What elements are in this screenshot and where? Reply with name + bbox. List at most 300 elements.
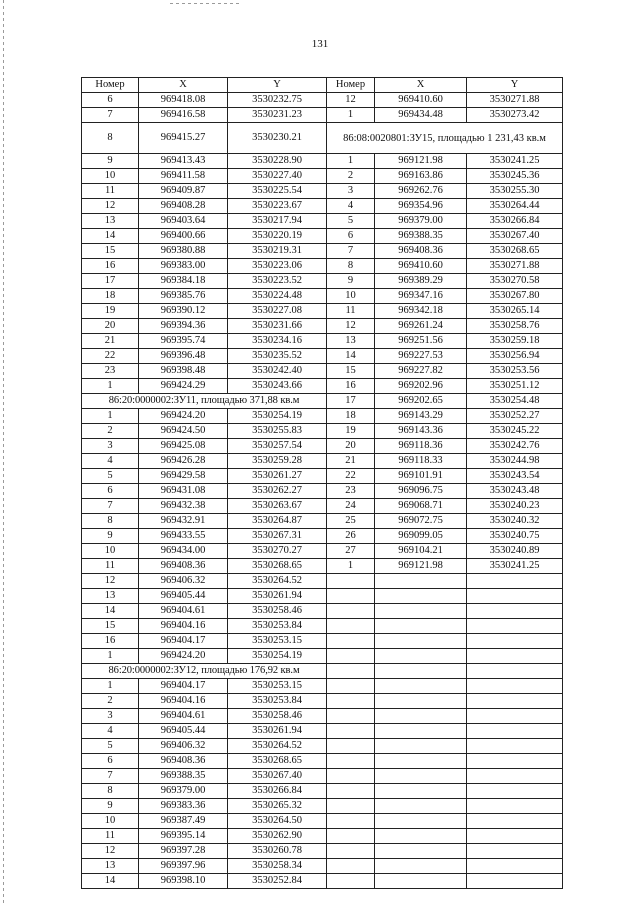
point-number: 12 — [82, 844, 139, 859]
table-row — [82, 499, 563, 514]
coord-x: 969410.60 — [375, 259, 467, 274]
coord-x: 969118.33 — [375, 454, 467, 469]
table-row — [82, 709, 563, 724]
point-number: 3 — [82, 709, 139, 724]
coord-x: 969394.36 — [139, 319, 228, 334]
coord-y: 3530261.27 — [228, 469, 327, 484]
empty-cell — [375, 664, 467, 679]
coord-x: 969408.36 — [139, 754, 228, 769]
coord-x: 969405.44 — [139, 724, 228, 739]
empty-cell — [327, 769, 375, 784]
empty-cell — [327, 724, 375, 739]
coord-y: 3530256.94 — [467, 349, 563, 364]
coord-x: 969398.10 — [139, 874, 228, 889]
coord-x: 969388.35 — [375, 229, 467, 244]
coord-x: 969411.58 — [139, 169, 228, 184]
coord-y: 3530259.18 — [467, 334, 563, 349]
coord-x: 969251.56 — [375, 334, 467, 349]
empty-cell — [467, 709, 563, 724]
point-number: 13 — [82, 589, 139, 604]
empty-cell — [467, 754, 563, 769]
coord-y: 3530223.06 — [228, 259, 327, 274]
point-number: 27 — [327, 544, 375, 559]
coord-y: 3530254.19 — [228, 649, 327, 664]
coord-y: 3530266.84 — [467, 214, 563, 229]
coord-y: 3530242.40 — [228, 364, 327, 379]
point-number: 1 — [327, 154, 375, 169]
coord-x: 969068.71 — [375, 499, 467, 514]
coord-y: 3530252.27 — [467, 409, 563, 424]
table-row — [82, 108, 563, 123]
coord-y: 3530265.14 — [467, 304, 563, 319]
table-row — [82, 679, 563, 694]
coord-x: 969227.82 — [375, 364, 467, 379]
empty-cell — [327, 739, 375, 754]
coord-y: 3530244.98 — [467, 454, 563, 469]
page-number: 131 — [311, 38, 329, 50]
table-row — [82, 259, 563, 274]
empty-cell — [467, 829, 563, 844]
coord-y: 3530264.44 — [467, 199, 563, 214]
empty-cell — [375, 844, 467, 859]
coord-x: 969383.36 — [139, 799, 228, 814]
coord-x: 969163.86 — [375, 169, 467, 184]
empty-cell — [467, 799, 563, 814]
coord-x: 969099.05 — [375, 529, 467, 544]
coord-x: 969104.21 — [375, 544, 467, 559]
coord-y: 3530245.36 — [467, 169, 563, 184]
coord-y: 3530264.52 — [228, 574, 327, 589]
table-row — [82, 289, 563, 304]
empty-cell — [327, 604, 375, 619]
table-row — [82, 724, 563, 739]
coord-x: 969405.44 — [139, 589, 228, 604]
empty-cell — [375, 829, 467, 844]
table-row — [82, 244, 563, 259]
coord-x: 969202.65 — [375, 394, 467, 409]
empty-cell — [327, 784, 375, 799]
coord-x: 969397.96 — [139, 859, 228, 874]
table-row — [82, 829, 563, 844]
coord-y: 3530262.27 — [228, 484, 327, 499]
coord-y: 3530231.23 — [228, 108, 327, 123]
coord-x: 969227.53 — [375, 349, 467, 364]
coordinates-table — [81, 77, 563, 889]
empty-cell — [375, 574, 467, 589]
coord-y: 3530243.66 — [228, 379, 327, 394]
point-number: 1 — [82, 409, 139, 424]
empty-cell — [467, 634, 563, 649]
empty-cell — [467, 724, 563, 739]
coord-y: 3530241.25 — [467, 154, 563, 169]
point-number: 7 — [82, 769, 139, 784]
table-row — [82, 424, 563, 439]
coord-x: 969072.75 — [375, 514, 467, 529]
point-number: 14 — [82, 229, 139, 244]
coord-y: 3530265.32 — [228, 799, 327, 814]
coord-y: 3530270.58 — [467, 274, 563, 289]
point-number: 23 — [327, 484, 375, 499]
empty-cell — [327, 649, 375, 664]
coord-y: 3530261.94 — [228, 589, 327, 604]
point-number: 20 — [327, 439, 375, 454]
empty-cell — [375, 754, 467, 769]
point-number: 10 — [82, 544, 139, 559]
table-row — [82, 649, 563, 664]
table-row — [82, 319, 563, 334]
table-row — [82, 169, 563, 184]
coord-y: 3530225.54 — [228, 184, 327, 199]
table-row — [82, 364, 563, 379]
point-number: 3 — [82, 439, 139, 454]
coord-x: 969379.00 — [139, 784, 228, 799]
empty-cell — [327, 574, 375, 589]
coord-x: 969434.48 — [375, 108, 467, 123]
coord-x: 969404.61 — [139, 604, 228, 619]
coord-x: 969143.36 — [375, 424, 467, 439]
table-row — [82, 619, 563, 634]
coord-y: 3530254.48 — [467, 394, 563, 409]
coord-y: 3530217.94 — [228, 214, 327, 229]
coord-x: 969404.17 — [139, 634, 228, 649]
table-row — [82, 349, 563, 364]
empty-cell — [375, 784, 467, 799]
coord-y: 3530220.19 — [228, 229, 327, 244]
empty-cell — [375, 874, 467, 889]
section-heading: 86:20:0000002:ЗУ11, площадью 371,88 кв.м — [82, 394, 327, 409]
table-row — [82, 184, 563, 199]
coord-y: 3530268.65 — [467, 244, 563, 259]
coord-x: 969379.00 — [375, 214, 467, 229]
coord-y: 3530240.23 — [467, 499, 563, 514]
scan-edge-top — [170, 3, 240, 4]
coord-y: 3530259.28 — [228, 454, 327, 469]
empty-cell — [467, 844, 563, 859]
empty-cell — [327, 874, 375, 889]
point-number: 24 — [327, 499, 375, 514]
point-number: 26 — [327, 529, 375, 544]
coord-y: 3530267.40 — [467, 229, 563, 244]
table-row — [82, 799, 563, 814]
coord-x: 969424.50 — [139, 424, 228, 439]
table-row — [82, 769, 563, 784]
coord-y: 3530243.54 — [467, 469, 563, 484]
table-row — [82, 199, 563, 214]
empty-cell — [327, 709, 375, 724]
point-number: 7 — [327, 244, 375, 259]
empty-cell — [467, 604, 563, 619]
right-header-y: Y — [467, 78, 563, 93]
left-header-x: X — [139, 78, 228, 93]
coord-y: 3530267.31 — [228, 529, 327, 544]
table-row — [82, 454, 563, 469]
point-number: 2 — [82, 424, 139, 439]
coord-y: 3530227.08 — [228, 304, 327, 319]
point-number: 9 — [82, 799, 139, 814]
coord-x: 969096.75 — [375, 484, 467, 499]
coord-y: 3530252.84 — [228, 874, 327, 889]
table-row — [82, 529, 563, 544]
coord-y: 3530240.32 — [467, 514, 563, 529]
empty-cell — [327, 829, 375, 844]
coord-y: 3530253.15 — [228, 679, 327, 694]
point-number: 6 — [82, 93, 139, 108]
coord-x: 969347.16 — [375, 289, 467, 304]
coord-y: 3530258.76 — [467, 319, 563, 334]
table-row — [82, 544, 563, 559]
empty-cell — [375, 679, 467, 694]
table-row — [82, 409, 563, 424]
point-number: 8 — [82, 123, 139, 154]
coord-x: 969388.35 — [139, 769, 228, 784]
coord-x: 969408.36 — [375, 244, 467, 259]
point-number: 10 — [82, 814, 139, 829]
empty-cell — [467, 769, 563, 784]
coord-y: 3530245.22 — [467, 424, 563, 439]
point-number: 9 — [82, 154, 139, 169]
coord-x: 969434.00 — [139, 544, 228, 559]
coord-x: 969404.61 — [139, 709, 228, 724]
point-number: 10 — [82, 169, 139, 184]
coord-x: 969410.60 — [375, 93, 467, 108]
empty-cell — [327, 859, 375, 874]
coord-y: 3530254.19 — [228, 409, 327, 424]
coord-x: 969390.12 — [139, 304, 228, 319]
point-number: 11 — [82, 559, 139, 574]
coord-x: 969404.16 — [139, 619, 228, 634]
coord-x: 969400.66 — [139, 229, 228, 244]
table-row — [82, 784, 563, 799]
coord-x: 969262.76 — [375, 184, 467, 199]
point-number: 6 — [327, 229, 375, 244]
coord-y: 3530258.46 — [228, 709, 327, 724]
point-number: 2 — [327, 169, 375, 184]
empty-cell — [327, 679, 375, 694]
empty-cell — [375, 814, 467, 829]
point-number: 15 — [82, 619, 139, 634]
table-row — [82, 634, 563, 649]
empty-cell — [467, 619, 563, 634]
point-number: 14 — [82, 604, 139, 619]
point-number: 10 — [327, 289, 375, 304]
point-number: 12 — [327, 93, 375, 108]
coord-x: 969409.87 — [139, 184, 228, 199]
left-header-number: Номер — [82, 78, 139, 93]
point-number: 3 — [327, 184, 375, 199]
coord-x: 969395.14 — [139, 829, 228, 844]
point-number: 1 — [327, 559, 375, 574]
empty-cell — [467, 874, 563, 889]
coord-y: 3530264.50 — [228, 814, 327, 829]
coord-y: 3530224.48 — [228, 289, 327, 304]
table-row — [82, 739, 563, 754]
coord-y: 3530219.31 — [228, 244, 327, 259]
coord-x: 969395.74 — [139, 334, 228, 349]
coord-x: 969404.16 — [139, 694, 228, 709]
point-number: 17 — [327, 394, 375, 409]
table-row — [82, 664, 563, 679]
point-number: 11 — [82, 184, 139, 199]
coord-x: 969202.96 — [375, 379, 467, 394]
coord-y: 3530267.80 — [467, 289, 563, 304]
coord-x: 969342.18 — [375, 304, 467, 319]
point-number: 21 — [327, 454, 375, 469]
point-number: 2 — [82, 694, 139, 709]
point-number: 20 — [82, 319, 139, 334]
right-header-x: X — [375, 78, 467, 93]
coord-y: 3530271.88 — [467, 259, 563, 274]
coord-y: 3530258.46 — [228, 604, 327, 619]
table-row — [82, 559, 563, 574]
coord-x: 969384.18 — [139, 274, 228, 289]
coord-x: 969424.20 — [139, 409, 228, 424]
right-header-number: Номер — [327, 78, 375, 93]
coord-y: 3530243.48 — [467, 484, 563, 499]
point-number: 14 — [82, 874, 139, 889]
point-number: 9 — [82, 529, 139, 544]
coord-x: 969385.76 — [139, 289, 228, 304]
coord-x: 969118.36 — [375, 439, 467, 454]
coord-x: 969433.55 — [139, 529, 228, 544]
coord-y: 3530266.84 — [228, 784, 327, 799]
coord-y: 3530255.83 — [228, 424, 327, 439]
table-row — [82, 844, 563, 859]
table-row — [82, 574, 563, 589]
point-number: 8 — [82, 514, 139, 529]
point-number: 11 — [327, 304, 375, 319]
coord-y: 3530253.15 — [228, 634, 327, 649]
empty-cell — [375, 589, 467, 604]
empty-cell — [327, 634, 375, 649]
point-number: 11 — [82, 829, 139, 844]
point-number: 15 — [327, 364, 375, 379]
table-header-row — [82, 78, 563, 93]
point-number: 12 — [327, 319, 375, 334]
table-row — [82, 123, 563, 154]
coord-y: 3530268.65 — [228, 754, 327, 769]
empty-cell — [467, 814, 563, 829]
empty-cell — [375, 799, 467, 814]
coord-y: 3530270.27 — [228, 544, 327, 559]
coord-x: 969398.48 — [139, 364, 228, 379]
point-number: 4 — [82, 724, 139, 739]
coord-x: 969121.98 — [375, 154, 467, 169]
point-number: 12 — [82, 574, 139, 589]
point-number: 17 — [82, 274, 139, 289]
table-row — [82, 874, 563, 889]
point-number: 22 — [82, 349, 139, 364]
empty-cell — [375, 724, 467, 739]
coord-x: 969431.08 — [139, 484, 228, 499]
point-number: 8 — [82, 784, 139, 799]
point-number: 8 — [327, 259, 375, 274]
coord-x: 969415.27 — [139, 123, 228, 154]
point-number: 4 — [82, 454, 139, 469]
table-row — [82, 439, 563, 454]
empty-cell — [467, 739, 563, 754]
coord-y: 3530253.84 — [228, 694, 327, 709]
coord-y: 3530232.75 — [228, 93, 327, 108]
point-number: 5 — [82, 739, 139, 754]
table-row — [82, 93, 563, 108]
coord-y: 3530235.52 — [228, 349, 327, 364]
table-row — [82, 394, 563, 409]
point-number: 19 — [327, 424, 375, 439]
coord-y: 3530223.67 — [228, 199, 327, 214]
table-row — [82, 334, 563, 349]
empty-cell — [467, 679, 563, 694]
coord-y: 3530264.87 — [228, 514, 327, 529]
point-number: 12 — [82, 199, 139, 214]
table-row — [82, 589, 563, 604]
empty-cell — [467, 589, 563, 604]
empty-cell — [467, 694, 563, 709]
coord-x: 969408.28 — [139, 199, 228, 214]
point-number: 18 — [327, 409, 375, 424]
coord-x: 969261.24 — [375, 319, 467, 334]
coord-x: 969406.32 — [139, 739, 228, 754]
table-row — [82, 469, 563, 484]
coord-x: 969143.29 — [375, 409, 467, 424]
empty-cell — [327, 589, 375, 604]
coord-x: 969389.29 — [375, 274, 467, 289]
table-row — [82, 484, 563, 499]
coord-x: 969413.43 — [139, 154, 228, 169]
table-row — [82, 814, 563, 829]
section-heading: 86:08:0020801:ЗУ15, площадью 1 231,43 кв.м — [327, 123, 563, 154]
coord-y: 3530268.65 — [228, 559, 327, 574]
coord-x: 969432.91 — [139, 514, 228, 529]
empty-cell — [327, 844, 375, 859]
point-number: 16 — [327, 379, 375, 394]
point-number: 14 — [327, 349, 375, 364]
coord-y: 3530251.12 — [467, 379, 563, 394]
point-number: 1 — [327, 108, 375, 123]
coord-y: 3530253.56 — [467, 364, 563, 379]
coord-x: 969380.88 — [139, 244, 228, 259]
point-number: 13 — [82, 859, 139, 874]
point-number: 22 — [327, 469, 375, 484]
table-row — [82, 154, 563, 169]
empty-cell — [467, 649, 563, 664]
coord-y: 3530260.78 — [228, 844, 327, 859]
empty-cell — [375, 694, 467, 709]
coord-x: 969396.48 — [139, 349, 228, 364]
coord-x: 969404.17 — [139, 679, 228, 694]
point-number: 5 — [82, 469, 139, 484]
empty-cell — [375, 619, 467, 634]
coord-y: 3530240.75 — [467, 529, 563, 544]
table-row — [82, 214, 563, 229]
point-number: 1 — [82, 649, 139, 664]
point-number: 16 — [82, 634, 139, 649]
empty-cell — [467, 664, 563, 679]
coord-x: 969121.98 — [375, 559, 467, 574]
table-row — [82, 754, 563, 769]
section-heading: 86:20:0000002:ЗУ12, площадью 176,92 кв.м — [82, 664, 327, 679]
coord-y: 3530241.25 — [467, 559, 563, 574]
point-number: 18 — [82, 289, 139, 304]
table-row — [82, 304, 563, 319]
coord-y: 3530231.66 — [228, 319, 327, 334]
empty-cell — [467, 859, 563, 874]
empty-cell — [327, 799, 375, 814]
coord-y: 3530263.67 — [228, 499, 327, 514]
empty-cell — [467, 574, 563, 589]
coord-y: 3530253.84 — [228, 619, 327, 634]
empty-cell — [327, 664, 375, 679]
point-number: 7 — [82, 108, 139, 123]
